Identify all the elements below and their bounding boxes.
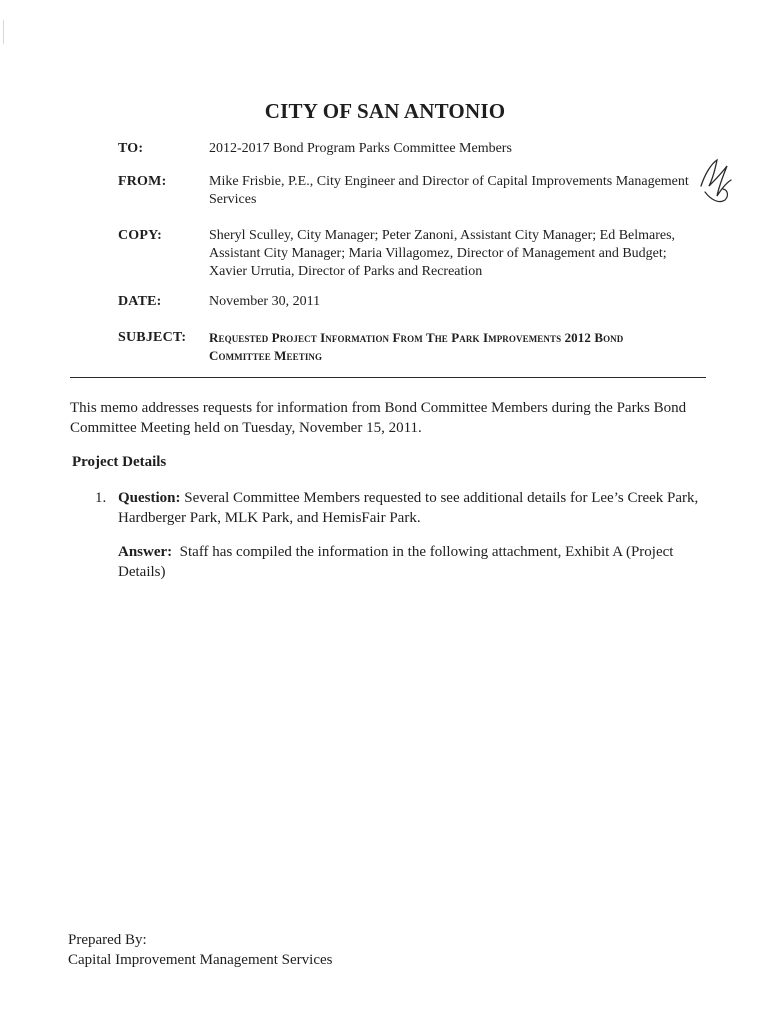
copy-label: COPY: xyxy=(118,228,163,243)
question-line-2: Hardberger Park, MLK Park, and HemisFair Park. xyxy=(118,510,421,526)
prepared-by-label: Prepared By: xyxy=(68,932,147,948)
answer-line-1-wrap xyxy=(118,542,708,562)
to-label: TO: xyxy=(118,141,144,156)
date-value: November 30, 2011 xyxy=(209,294,321,309)
question-label: Question: xyxy=(118,490,181,506)
header-divider xyxy=(70,377,706,378)
answer-line-1: Staff has compiled the information in the following attachment, Exhibit A (Project xyxy=(172,544,674,560)
intro-line-1: This memo addresses requests for information from Bond Committee Members during the Parks Bond xyxy=(70,400,687,416)
prepared-by-value: Capital Improvement Management Services xyxy=(68,952,333,968)
from-value xyxy=(209,173,709,209)
subject-label: SUBJECT: xyxy=(118,330,187,345)
subject-line-1: Requested Project Information From The Park Improvements 2012 Bond xyxy=(209,330,624,345)
copy-line-1: Sheryl Sculley, City Manager; Peter Zanoni, Assistant City Manager; Ed Belmares, xyxy=(209,228,676,243)
subject-line-2: Committee Meeting xyxy=(209,348,323,363)
from-line-2: Services xyxy=(209,192,257,207)
item-number: 1. xyxy=(95,490,107,506)
scan-edge-mark xyxy=(3,20,4,44)
subject-value xyxy=(209,329,709,365)
from-line-1: Mike Frisbie, P.E., City Engineer and Director of Capital Improvements Management xyxy=(209,174,689,189)
answer-block xyxy=(118,542,708,582)
page-title: CITY OF SAN ANTONIO xyxy=(264,99,506,123)
answer-label: Answer: xyxy=(118,544,173,560)
from-label: FROM: xyxy=(118,174,167,189)
question-block xyxy=(118,488,708,528)
question-line-1-wrap xyxy=(118,488,708,508)
intro-line-2: Committee Meeting held on Tuesday, November 15, 2011. xyxy=(70,420,422,436)
date-label: DATE: xyxy=(118,294,162,309)
section-heading: Project Details xyxy=(72,454,167,470)
copy-line-2: Assistant City Manager; Maria Villagomez, Director of Management and Budget; xyxy=(209,246,667,261)
prepared-by-block xyxy=(68,930,333,970)
intro-paragraph xyxy=(70,398,720,438)
answer-line-2: Details) xyxy=(118,564,166,580)
to-value: 2012-2017 Bond Program Parks Committee Members xyxy=(209,141,512,156)
initials-signature xyxy=(695,156,735,208)
copy-line-3: Xavier Urrutia, Director of Parks and Recreation xyxy=(209,264,483,279)
question-line-1: Several Committee Members requested to see additional details for Lee’s Creek Park, xyxy=(180,490,699,506)
copy-value xyxy=(209,227,709,281)
